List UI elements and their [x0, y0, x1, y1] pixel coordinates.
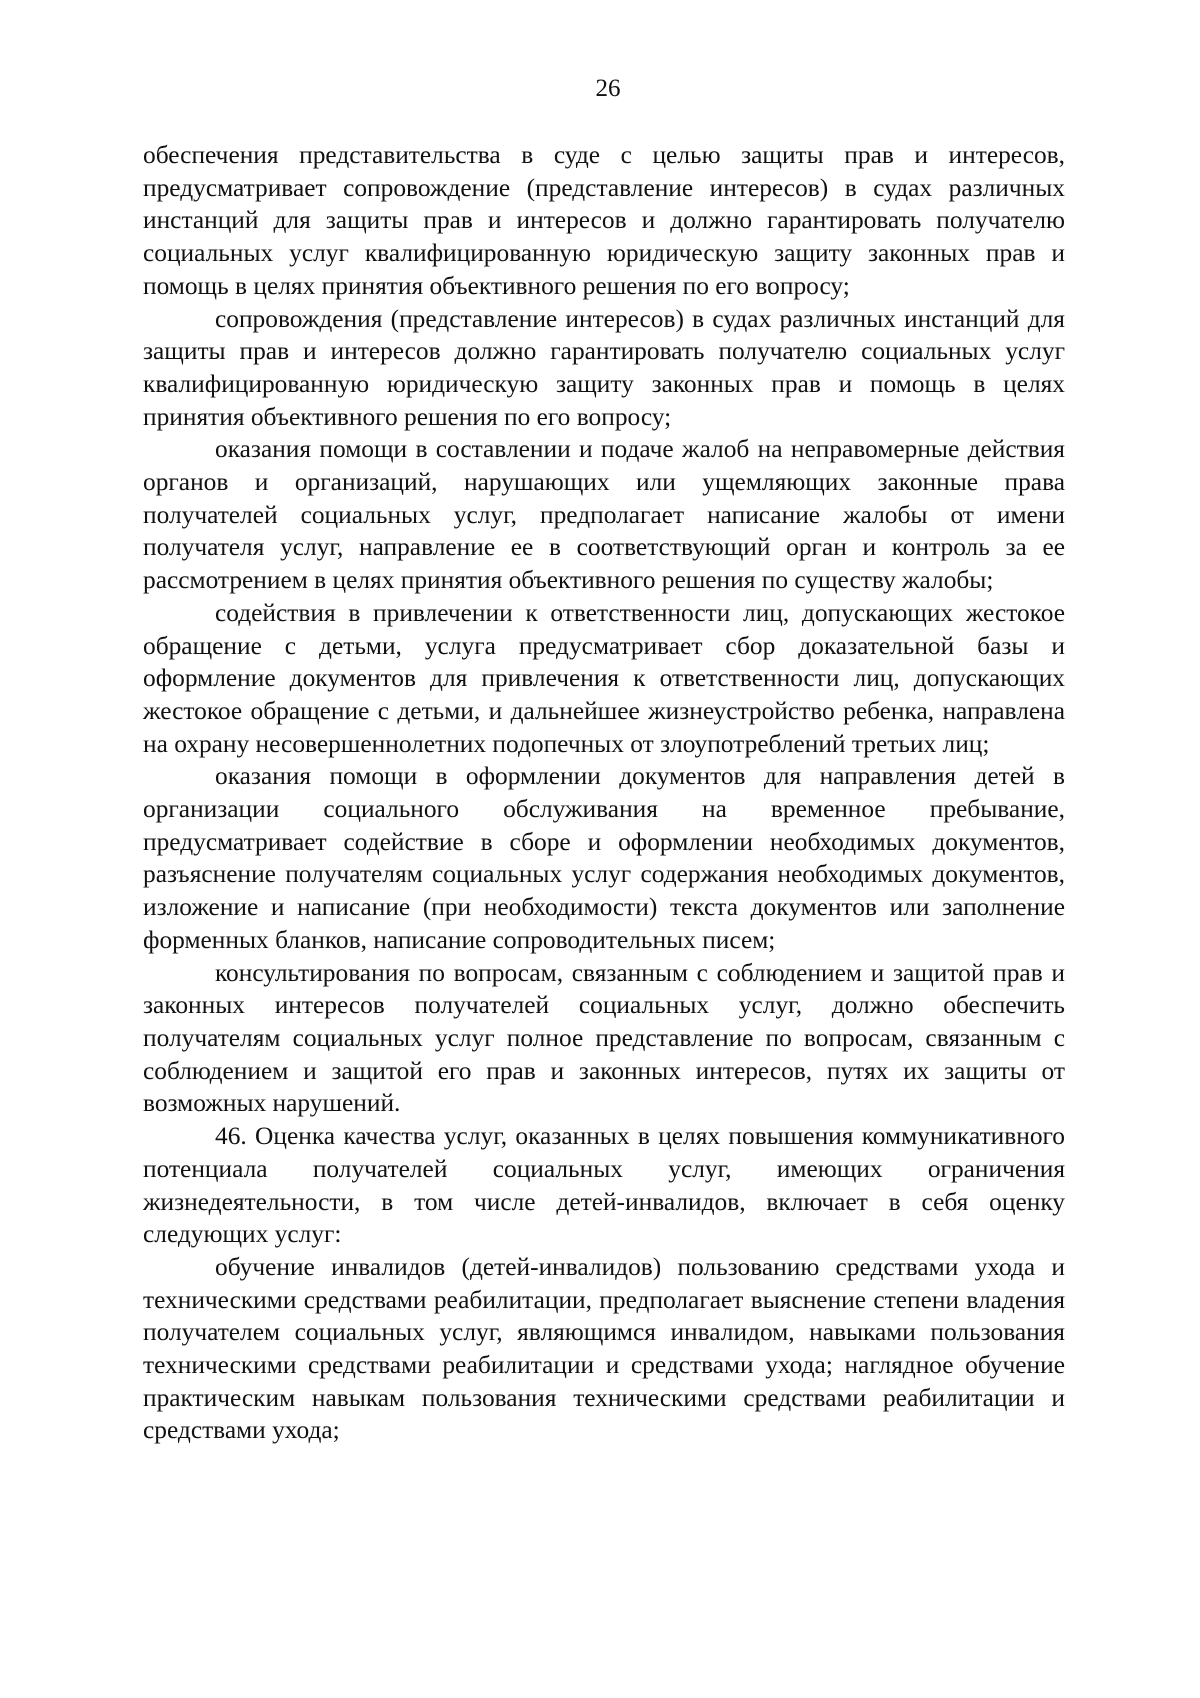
page-number: 26 [595, 75, 621, 102]
paragraph-court-accompaniment: сопровождения (представление интересов) в судах различных инстанций для защиты прав и интересов должно гарантировать получателю социальных услуг квалифицированную юридическую защиту законных прав и помощь в целях принятия объективного решения по его вопросу; [143, 304, 1065, 431]
paragraph-document-assistance: оказания помощи в оформлении документов для направления детей в организации социального обслуживания на временное пребывание, предусматривает содействие в сборе и оформлении необходимых документов, разъяснение получателям социальных услуг содержания необходимых документов, изложение и написание (при необходимости) текста документов или заполнение форменных бланков, написание сопроводительных писем; [143, 762, 1065, 954]
document-body [143, 139, 1065, 1447]
paragraph-disabled-training: обучение инвалидов (детей-инвалидов) пользованию средствами ухода и техническими средствами реабилитации, предполагает выяснение степени владения получателем социальных услуг, являющимся инвалидом, навыками пользования техническими средствами реабилитации и средствами ухода; наглядное обучение практическим навыкам пользования техническими средствами реабилитации и средствами ухода; [143, 1252, 1065, 1445]
paragraph-rights-consulting: консультирования по вопросам, связанным с соблюдением и защитой прав и законных интересов получателей социальных услуг, должно обеспечить получателям социальных услуг полное представление по вопросам, связанным с соблюдением и защитой его прав и законных интересов, путях их защиты от возможных нарушений. [143, 958, 1065, 1118]
paragraph-complaint-assistance: оказания помощи в составлении и подаче жалоб на неправомерные действия органов и организаций, нарушающих или ущемляющих законные права получателей социальных услуг, предполагает написание жалобы от имени получателя услуг, направление ее в соответствующий орган и контроль за ее рассмотрением в целях принятия объективного решения по существу жалобы; [143, 435, 1065, 595]
paragraph-legal-representation: обеспечения представительства в суде с целью защиты прав и интересов, предусматривает сопровождение (представление интересов) в судах различных инстанций для защиты прав и интересов и должно гарантировать получателю социальных услуг квалифицированную юридическую защиту законных прав и помощь в целях принятия объективного решения по его вопросу; [143, 141, 1065, 300]
paragraph-liability-assistance: содействия в привлечении к ответственности лиц, допускающих жестокое обращение с детьми, услуга предусматривает сбор доказательной базы и оформление документов для привлечения к ответственности лиц, допускающих жестокое обращение с детьми, и дальнейшее жизнеустройство ребенка, направлена на охрану несовершеннолетних подопечных от злоупотреблений третьих лиц; [143, 598, 1065, 758]
paragraph-section-46: 46. Оценка качества услуг, оказанных в целях повышения коммуникативного потенциала получателей социальных услуг, имеющих ограничения жизнедеятельности, в том числе детей-инвалидов, включает в себя оценку следующих услуг: [143, 1122, 1065, 1249]
